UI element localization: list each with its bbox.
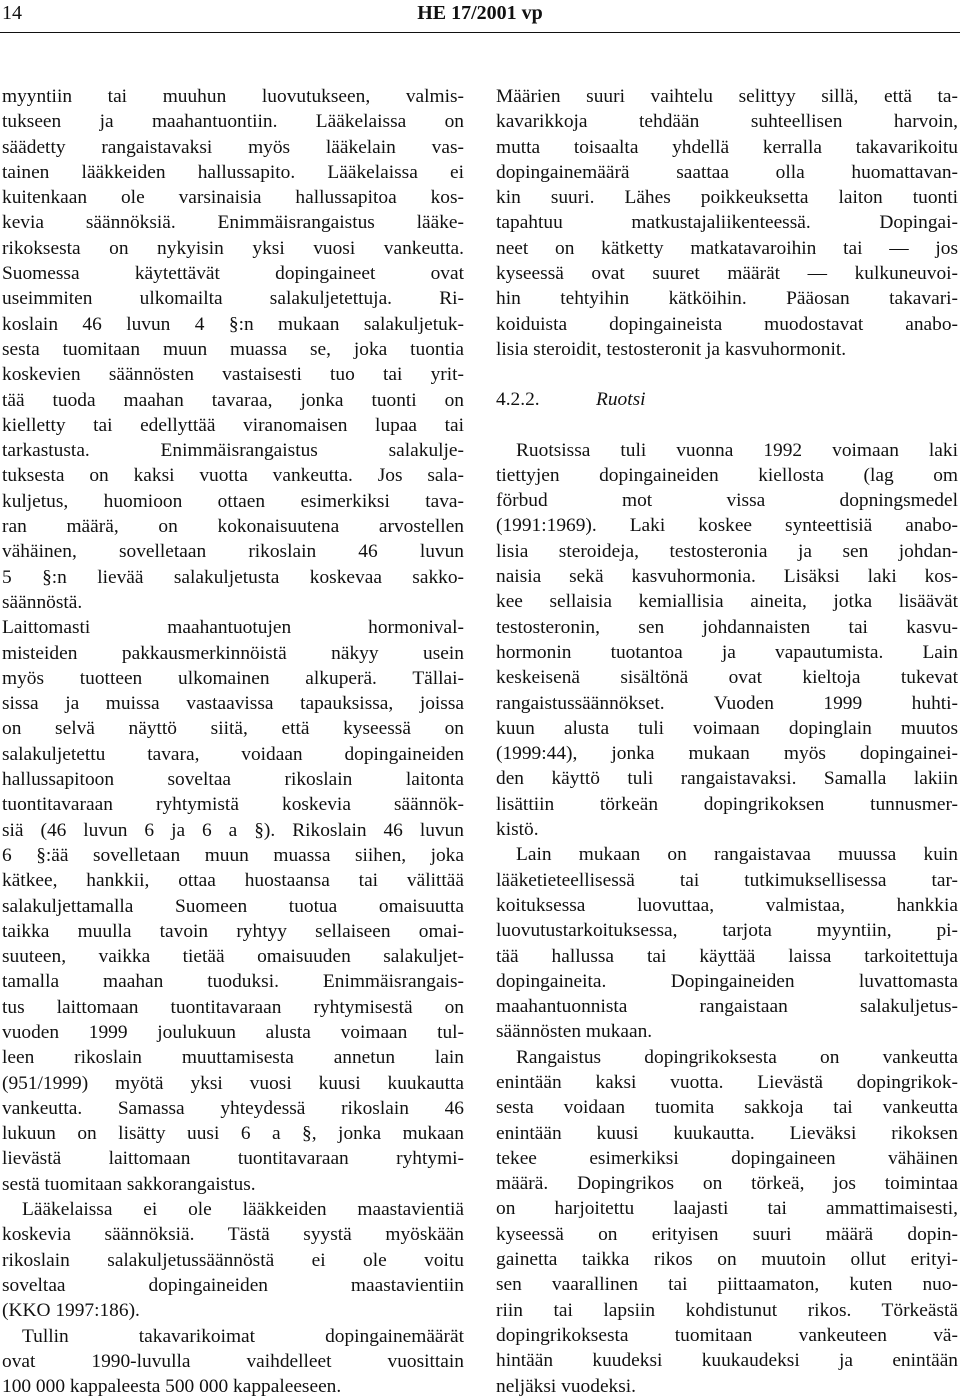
text-line: (1991:1969). Laki koskee synteettisiä anabo-	[496, 515, 958, 537]
page-header	[0, 0, 960, 30]
text-line: sen vaarallinen tai piittaamaton, kuten nuo-	[496, 1274, 958, 1296]
left-column	[2, 84, 464, 1399]
text-line: den käyttö tuli rangaistavaksi. Samalla lakiin	[496, 768, 958, 790]
text-line: Tullin takavarikoimat dopingainemäärät	[22, 1325, 464, 1347]
text-line: kuljetus, huomioon ottaen esimerkiksi tava-	[2, 490, 464, 512]
text-line: kuitenkaan ole varsinaisia hallussapitoa kos-	[2, 187, 464, 209]
text-line: Lain mukaan on rangaistavaa muussa kuin	[516, 844, 958, 866]
text-line: ran määrä, on kokonaisuutena arvostellen	[2, 516, 464, 538]
text-line: salakuljetettu tavara, voidaan dopingaineiden	[2, 743, 464, 765]
text-line: määrä. Dopingrikos on törkeä, jos toimintaa	[496, 1173, 958, 1195]
text-line: gainetta taikka rikos on muutoin ollut erityi-	[496, 1249, 958, 1271]
text-line: Suomessa käytettävät dopingaineet ovat	[2, 263, 464, 285]
paragraph	[496, 1045, 958, 1399]
text-line: tamalla maahan tuoduksi. Enimmäisrangais-	[2, 971, 464, 993]
text-line: koskevia säännöksiä. Tästä syystä myöskään	[2, 1224, 464, 1246]
text-line: testosteronin, sen johdannaisten tai kasvu-	[496, 616, 958, 638]
text-line: kyseessä ovat suuret määrät — kulkuneuvoi-	[496, 263, 958, 285]
text-line: tukseen ja maahantuontiin. Lääkelaissa on	[2, 111, 464, 133]
page-number: 14	[2, 2, 22, 24]
text-line: kavarikkoja tehdään suhteellisen harvoin,	[496, 111, 958, 133]
text-line: lääketieteellisessä tai tutkimuksellisessa tar-	[496, 869, 958, 891]
text-line: misteiden pakkausmerkinnöistä näkyy usein	[2, 642, 464, 664]
text-line: vankeutta. Samassa yhteydessä rikoslain 46	[2, 1097, 464, 1119]
section-number: 4.2.2.	[496, 389, 540, 411]
text-line: sesta tuomitaan muun muassa se, joka tuontia	[2, 338, 464, 360]
text-line: myyntiin tai muuhun luovutukseen, valmis-	[2, 86, 464, 107]
running-title: HE 17/2001 vp	[417, 2, 543, 24]
text-line: tainen lääkkeiden hallussapito. Lääkelaissa ei	[2, 161, 464, 183]
text-line: dopingrikoksesta tuomitaan vankeuteen vä-	[496, 1324, 958, 1346]
text-line: leen rikoslain muuttamisesta annetun lain	[2, 1047, 464, 1069]
text-line: hintään kuudeksi kuukaudeksi ja enintään	[496, 1350, 958, 1372]
text-line: förbud mot vissa dopningsmedel	[496, 490, 958, 512]
text-line: tekee esimerkiksi dopingaineen vähäinen	[496, 1147, 958, 1169]
text-line: kyseessä on erityisen suuri määrä dopin-	[496, 1223, 958, 1245]
paragraph	[496, 842, 958, 1044]
text-line: (951/1999) myötä yksi vuosi kuusi kuukautta	[2, 1072, 464, 1094]
paragraph	[496, 84, 958, 362]
text-line: säännösten mukaan.	[496, 1021, 653, 1043]
text-line: enintään kaksi vuotta. Lievästä dopingrikok-	[496, 1071, 958, 1093]
text-line: tää hallussa tai käyttää laissa tarkoitettuja	[496, 945, 958, 967]
text-line: vuoden 1999 joulukuun alusta voimaan tul-	[2, 1021, 464, 1043]
text-line: Määrien suuri vaihtelu selittyy sillä, että ta-	[496, 86, 958, 107]
header-rule	[0, 32, 960, 33]
text-line: kätkee, hankkii, ottaa huostaansa tai välittää	[2, 870, 464, 892]
text-line: on harjoitettu laajasti tai ammattimaisesti,	[496, 1198, 958, 1220]
text-line: ovat 1990-luvulla vaihdelleet vuosittain	[2, 1350, 464, 1372]
text-line: kuun alusta tuli voimaan dopinglain muutos	[496, 717, 958, 739]
text-line: neet on kätketty matkatavaroihin tai — jos	[496, 237, 958, 259]
text-line: tuksesta on kaksi vuotta vankeutta. Jos sala-	[2, 465, 464, 487]
text-line: salakuljettamalla Suomeen tuotua omaisuutta	[2, 895, 464, 917]
section-title: Ruotsi	[596, 389, 646, 411]
text-line: taikka muulla tavoin ryhtyy sellaiseen omai-	[2, 920, 464, 942]
text-line: riin tai lapsiin kohdistunut rikos. Törkeästä	[496, 1299, 958, 1321]
text-line: dopingaineita. Dopingaineiden luvattomasta	[496, 970, 958, 992]
text-line: kielletty tai edellyttää viranomaisen lupaa tai	[2, 414, 464, 436]
text-line: (KKO 1997:186).	[2, 1300, 140, 1322]
text-line: tus laittomaan tuontitavaraan ryhtymisestä on	[2, 996, 464, 1018]
text-line: sestä tuomitaan sakkorangaistus.	[2, 1173, 256, 1195]
section-heading	[496, 387, 958, 412]
text-line: luovutustarkoituksessa, tarjota myyntiin, pi-	[496, 920, 958, 942]
text-line: 6 §:ää sovelletaan muun muassa siihen, joka	[2, 844, 464, 866]
text-line: säännöstä.	[2, 591, 83, 613]
text-line: keskeisenä sisältönä ovat kieltoja tukevat	[496, 667, 958, 689]
paragraph	[2, 1197, 464, 1323]
text-line: lukuun on lisätty uusi 6 a §, jonka mukaan	[2, 1123, 464, 1145]
text-line: myös tuotteen ulkomainen alkuperä. Tällai-	[2, 667, 464, 689]
right-column-body	[496, 438, 958, 1399]
text-line: hallussapitoon soveltaa rikoslain laitonta	[2, 769, 464, 791]
text-line: kin suuri. Lähes poikkeuksetta laiton tuonti	[496, 187, 958, 209]
text-line: Rangaistus dopingrikoksesta on vankeutta	[516, 1046, 958, 1068]
text-line: hin tehtyihin kätköihin. Pääosan takavari-	[496, 288, 958, 310]
text-line: 5 §:n lievää salakuljetusta koskevaa sakko-	[2, 566, 464, 588]
text-line: koituksessa luovuttaa, valmistaa, hankkia	[496, 894, 958, 916]
text-line: sesta voidaan tuomita sakkoja tai vankeutta	[496, 1097, 958, 1119]
paragraph	[2, 1324, 464, 1399]
text-line: maahantuonnista rangaistaan salakuljetus-	[496, 996, 958, 1018]
text-line: tiettyjen dopingaineiden kiellosta (lag om	[496, 464, 958, 486]
text-line: Lääkelaissa ei ole lääkkeiden maastavientiä	[22, 1199, 464, 1221]
text-line: siä (46 luvun 6 ja 6 a §). Rikoslain 46 luvun	[2, 819, 464, 841]
paragraph	[2, 84, 464, 615]
text-line: (1999:44), jonka mukaan myös dopingainei-	[496, 743, 958, 765]
text-line: säädetty rangaistavaksi myös lääkelain vas-	[2, 136, 464, 158]
text-line: lisia steroideja, testosteronia ja sen johdan-	[496, 540, 958, 562]
paragraph	[496, 438, 958, 843]
text-line: kee sellaisia kemiallisia aineita, jotka lisäävät	[496, 591, 958, 613]
text-line: koslain 46 luvun 4 §:n mukaan salakuljetuk-	[2, 313, 464, 335]
text-line: on selvä näyttö siitä, että kyseessä on	[2, 718, 464, 740]
right-column	[496, 84, 958, 1399]
text-line: neljäksi vuodeksi.	[496, 1375, 637, 1397]
text-line: Ruotsissa tuli vuonna 1992 voimaan laki	[516, 439, 958, 461]
text-line: kevia säännöksiä. Enimmäisrangaistus lääke-	[2, 212, 464, 234]
text-line: hormonin tuotantoa ja vapautumista. Lain	[496, 641, 958, 663]
text-line: soveltaa dopingaineiden maastavientiin	[2, 1274, 464, 1296]
text-line: dopingainemäärä saattaa olla huomattavan-	[496, 161, 958, 183]
text-line: lisättiin törkeän dopingrikoksen tunnusmer-	[496, 793, 958, 815]
text-line: Laittomasti maahantuotujen hormonival-	[2, 617, 464, 639]
text-line: mutta toisaalta yhdellä kerralla takavarikoitu	[496, 136, 958, 158]
text-line: koiduista dopingaineista muodostavat anabo-	[496, 313, 958, 335]
text-line: suuteen, vaikka tietää omaisuuden salakuljet-	[2, 946, 464, 968]
text-line: kistö.	[496, 819, 539, 841]
text-line: enintään kuusi kuukautta. Lieväksi rikoksen	[496, 1122, 958, 1144]
text-line: lisia steroidit, testosteronit ja kasvuhormonit.	[496, 338, 847, 360]
text-line: lievästä laittomaan tuontitavaraan ryhtymi-	[2, 1148, 464, 1170]
text-line: useimmiten ulkomailta salakuljetettuja. Ri-	[2, 288, 464, 310]
text-line: vähäinen, sovelletaan rikoslain 46 luvun	[2, 541, 464, 563]
text-line: koskevien säännösten vastaisesti tuo tai yrit-	[2, 364, 464, 386]
text-line: tarkastusta. Enimmäisrangaistus salakulje-	[2, 440, 464, 462]
text-line: sissa ja muissa vastaavissa tapauksissa, joissa	[2, 693, 464, 715]
text-line: tapahtuu matkustajaliikenteessä. Dopingai-	[496, 212, 958, 234]
text-line: naisia sekä kasvuhormonia. Lisäksi laki kos-	[496, 566, 958, 588]
text-line: rikoslain salakuljetussäännöstä ei ole voitu	[2, 1249, 464, 1271]
text-line: 100 000 kappaleesta 500 000 kappaleeseen.	[2, 1376, 342, 1398]
text-line: tuontitavaraan ryhtymistä koskevia säännök-	[2, 794, 464, 816]
text-line: rangaistussäännökset. Vuoden 1999 huhti-	[496, 692, 958, 714]
text-line: rikoksesta on nykyisin yksi vuosi vankeutta.	[2, 237, 464, 259]
paragraph	[2, 615, 464, 1197]
text-line: tää tuoda maahan tavaraa, jonka tuonti on	[2, 389, 464, 411]
